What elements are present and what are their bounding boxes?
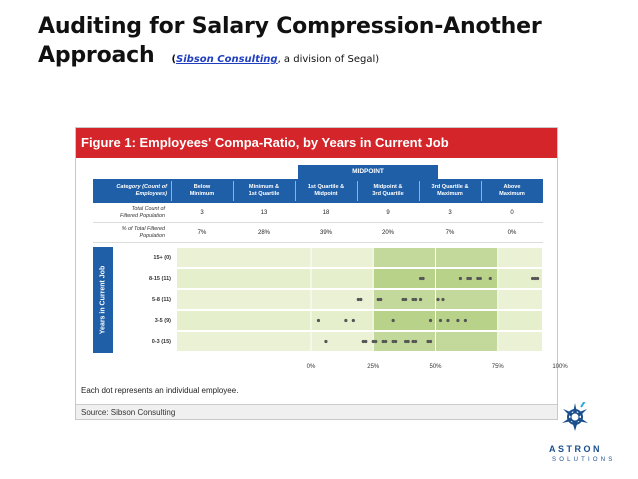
employee-dot <box>344 319 347 322</box>
row-band <box>177 269 311 288</box>
column-header: 3rd Quartile & Maximum <box>431 184 469 197</box>
y-axis-label: Years in Current Job <box>99 265 107 335</box>
row-band <box>498 290 542 309</box>
row-label: 5-8 (11) <box>113 289 177 310</box>
column-header: 1st Quartile & Midpoint <box>307 184 345 197</box>
employee-dot <box>429 319 432 322</box>
slide-title <box>38 12 598 74</box>
employee-dot <box>421 277 424 280</box>
stat-value: 0 <box>510 210 514 216</box>
row-band <box>177 290 311 309</box>
figure-panel <box>75 127 568 420</box>
employee-dot <box>392 319 395 322</box>
employee-dot <box>441 298 444 301</box>
x-tick-label: 0% <box>306 364 316 370</box>
column-header: Minimum & 1st Quartile <box>248 184 280 197</box>
employee-dot <box>536 277 539 280</box>
employee-dot <box>379 298 382 301</box>
employee-dot <box>439 319 442 322</box>
employee-dot <box>489 277 492 280</box>
employee-dot <box>317 319 320 322</box>
row-band <box>177 248 311 267</box>
figure-title: Figure 1: Employees' Compa-Ratio, by Years in Current Job <box>76 128 557 158</box>
row-label: 0-3 (15) <box>113 331 177 352</box>
stat-label: % of Total Filtered Population <box>121 226 165 239</box>
header-divider <box>357 181 358 201</box>
astron-logo-icon <box>545 402 635 474</box>
row-band <box>177 311 311 330</box>
stat-label: Total Count of Filtered Population <box>120 206 165 219</box>
x-tick-label: 75% <box>491 364 504 370</box>
stat-value: 7% <box>445 230 455 236</box>
employee-dot <box>419 298 422 301</box>
row-band <box>373 269 435 288</box>
row-band <box>373 248 435 267</box>
stat-value: 3 <box>200 210 204 216</box>
stat-value: 7% <box>197 230 207 236</box>
employee-dot <box>469 277 472 280</box>
employee-dot <box>456 319 459 322</box>
title-subtitle: (Sibson Consulting, a division of Segal) <box>171 54 380 65</box>
stat-value: 39% <box>319 230 332 236</box>
employee-dot <box>414 340 417 343</box>
employee-dot <box>394 340 397 343</box>
employee-dot <box>364 340 367 343</box>
logo-name: ASTRON <box>549 444 602 454</box>
employee-dot <box>464 319 467 322</box>
header-divider <box>171 181 172 201</box>
employee-dot <box>407 340 410 343</box>
column-header-row <box>93 179 543 203</box>
sibson-consulting-link[interactable]: Sibson Consulting <box>176 54 278 65</box>
title-line-2: Approach <box>38 43 155 68</box>
row-band <box>373 311 435 330</box>
stat-value: 18 <box>322 210 330 216</box>
column-header: Above Maximum <box>499 184 525 197</box>
employee-dot <box>404 298 407 301</box>
x-tick-label: 50% <box>429 364 442 370</box>
stat-value: 20% <box>381 230 394 236</box>
employee-dot <box>429 340 432 343</box>
stat-value: 9 <box>386 210 390 216</box>
row-band <box>311 248 373 267</box>
category-header: Category (Count of Employees) <box>116 184 167 197</box>
employee-dot <box>446 319 449 322</box>
plot-area <box>93 247 543 353</box>
row-band <box>498 311 542 330</box>
column-header: Midpoint & 3rd Quartile <box>372 184 404 197</box>
row-label: 15+ (0) <box>113 247 177 268</box>
row-band <box>436 248 498 267</box>
compa-ratio-grid <box>93 165 568 373</box>
x-tick-label: 100% <box>552 364 568 370</box>
employee-dot <box>324 340 327 343</box>
employee-dot <box>352 319 355 322</box>
row-band <box>498 248 542 267</box>
header-divider <box>481 181 482 201</box>
logo-subtitle: SOLUTIONS <box>552 457 616 463</box>
employee-dot <box>414 298 417 301</box>
stat-value: 0% <box>507 230 517 236</box>
x-tick-label: 25% <box>367 364 380 370</box>
row-band <box>311 311 373 330</box>
employee-dot <box>359 298 362 301</box>
row-band <box>177 332 311 351</box>
stat-value: 3 <box>448 210 452 216</box>
row-label: 3-5 (9) <box>113 310 177 331</box>
employee-dot <box>384 340 387 343</box>
header-divider <box>295 181 296 201</box>
row-band <box>498 332 542 351</box>
midpoint-tab: MIDPOINT <box>298 165 438 179</box>
employee-dot <box>436 298 439 301</box>
column-header: Below Minimum <box>189 184 215 197</box>
figure-source: Source: Sibson Consulting <box>76 404 557 419</box>
employee-dot <box>459 277 462 280</box>
row-band <box>311 269 373 288</box>
employee-dot <box>479 277 482 280</box>
row-band <box>311 290 373 309</box>
stat-row-total-count <box>93 203 543 223</box>
row-band <box>436 332 498 351</box>
employee-dot <box>374 340 377 343</box>
row-band <box>436 290 498 309</box>
stat-value: 28% <box>257 230 270 236</box>
title-line-1: Auditing for Salary Compression-Another <box>38 14 542 39</box>
figure-note: Each dot represents an individual employee. <box>81 386 239 395</box>
stat-value: 13 <box>260 210 268 216</box>
stat-row-percent <box>93 223 543 243</box>
row-label: 8-15 (11) <box>113 268 177 289</box>
header-divider <box>233 181 234 201</box>
header-divider <box>419 181 420 201</box>
